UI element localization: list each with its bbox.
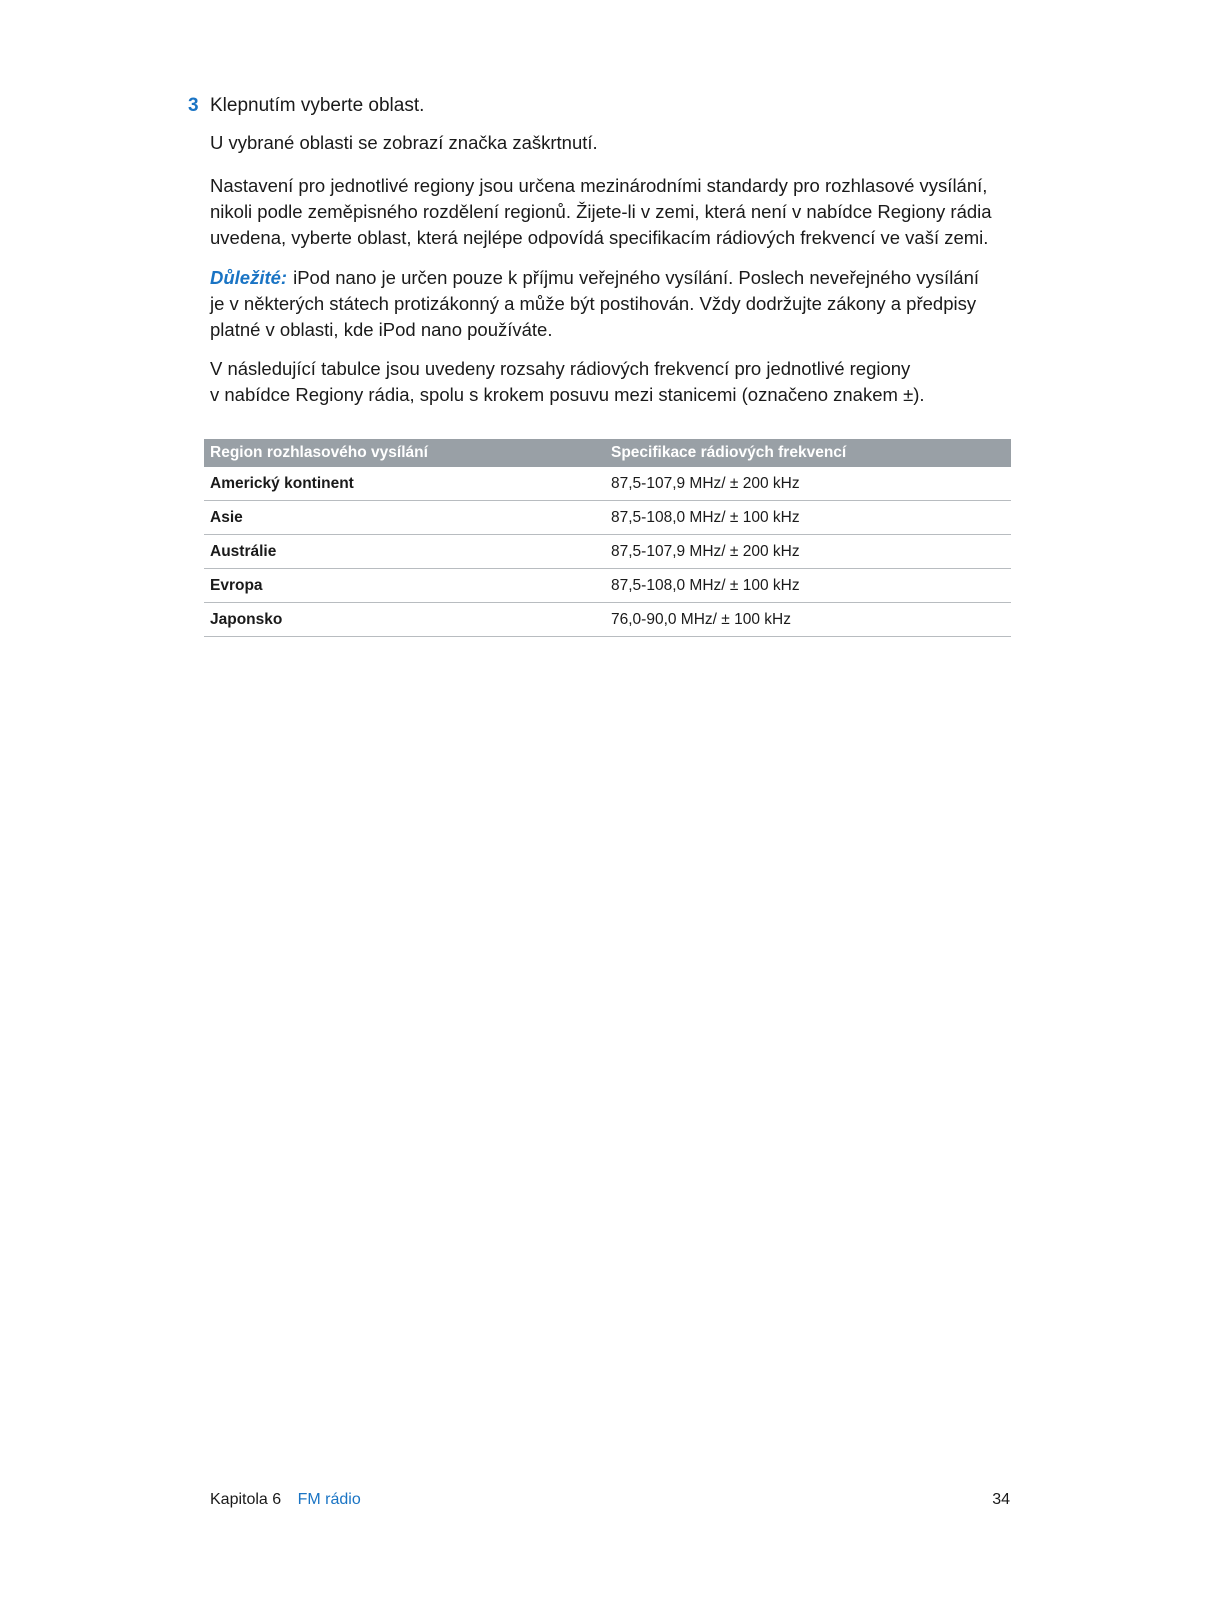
paragraph-region-settings <box>210 173 1010 251</box>
paragraph-line: V následující tabulce jsou uvedeny rozsahy rádiových frekvencí pro jednotlivé regiony <box>210 358 911 379</box>
paragraph-line: je v některých státech protizákonný a může být postihován. Vždy dodržujte zákony a předpisy <box>210 293 977 314</box>
table-row <box>204 501 1011 535</box>
table-row <box>204 467 1011 501</box>
important-label: Důležité: <box>210 267 288 288</box>
frequency-table <box>204 439 1011 637</box>
important-text: iPod nano je určen pouze k příjmu veřejného vysílání. Poslech neveřejného vysílání <box>293 267 980 288</box>
paragraph-checkmark-note: U vybrané oblasti se zobrazí značka zaškrtnutí. <box>210 132 598 153</box>
paragraph-line: uvedena, vyberte oblast, která nejlépe odpovídá specifikacím rádiových frekvencí ve vaší zemi. <box>210 227 989 248</box>
paragraph-line: nikoli podle zeměpisného rozdělení regionů. Žijete-li v zemi, která není v nabídce Regiony rádia <box>210 201 992 222</box>
header-region: Region rozhlasového vysílání <box>204 439 605 467</box>
footer-section-link[interactable]: FM rádio <box>297 1491 361 1508</box>
spec-cell: 87,5-107,9 MHz/ ± 200 kHz <box>605 467 1011 501</box>
spec-cell: 87,5-107,9 MHz/ ± 200 kHz <box>605 535 1011 569</box>
header-spec: Specifikace rádiových frekvencí <box>605 439 1011 467</box>
footer-chapter: Kapitola 6 <box>210 1491 282 1508</box>
footer-breadcrumb <box>210 1490 361 1510</box>
table-row <box>204 535 1011 569</box>
step-title: Klepnutím vyberte oblast. <box>210 95 425 116</box>
table-row <box>204 569 1011 603</box>
important-note <box>210 265 1010 343</box>
paragraph-line: platné v oblasti, kde iPod nano používáte. <box>210 319 553 340</box>
spec-cell: 87,5-108,0 MHz/ ± 100 kHz <box>605 569 1011 603</box>
step-number: 3 <box>188 95 199 116</box>
paragraph-line: v nabídce Regiony rádia, spolu s krokem posuvu mezi stanicemi (označeno znakem ±). <box>210 384 925 405</box>
region-cell: Japonsko <box>204 603 605 637</box>
page-number: 34 <box>992 1491 1010 1508</box>
important-line-1 <box>210 265 1010 291</box>
region-cell: Evropa <box>204 569 605 603</box>
region-cell: Austrálie <box>204 535 605 569</box>
paragraph-line: Nastavení pro jednotlivé regiony jsou určena mezinárodními standardy pro rozhlasové vysílání, <box>210 175 988 196</box>
paragraph-table-intro <box>210 356 1010 408</box>
spec-cell: 76,0-90,0 MHz/ ± 100 kHz <box>605 603 1011 637</box>
region-cell: Americký kontinent <box>204 467 605 501</box>
table-header-row <box>204 439 1011 467</box>
table-row <box>204 603 1011 637</box>
region-cell: Asie <box>204 501 605 535</box>
spec-cell: 87,5-108,0 MHz/ ± 100 kHz <box>605 501 1011 535</box>
